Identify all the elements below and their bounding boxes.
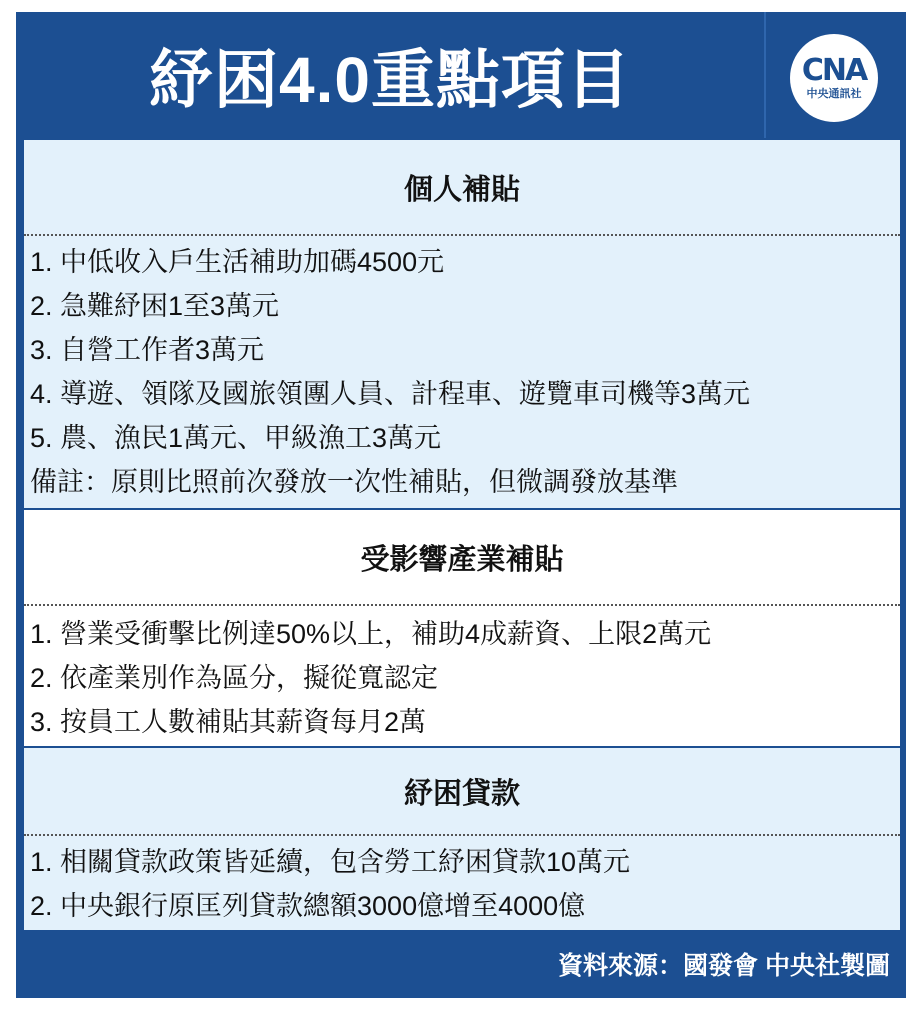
section-body-industry-subsidy	[24, 606, 900, 746]
list-item-note: 備註：原則比照前次發放一次性補貼，但微調發放基準	[30, 467, 678, 497]
section-heading-personal-subsidy: 個人補貼	[24, 140, 900, 236]
list-item: 4. 導遊、領隊及國旅領團人員、計程車、遊覽車司機等3萬元	[30, 379, 751, 409]
header-divider	[764, 12, 766, 138]
list-item: 2. 依產業別作為區分，擬從寬認定	[30, 663, 439, 693]
logo-mark: CNA	[801, 52, 867, 88]
list-item: 5. 農、漁民1萬元、甲級漁工3萬元	[30, 423, 442, 453]
list-item: 1. 營業受衝擊比例達50%以上，補助4成薪資、上限2萬元	[30, 619, 712, 649]
list-item: 2. 急難紓困1至3萬元	[30, 291, 280, 321]
header	[16, 12, 906, 138]
section-body-relief-loans	[24, 836, 900, 930]
section-heading-industry-subsidy: 受影響產業補貼	[24, 510, 900, 606]
source-footer: 資料來源：國發會 中央社製圖	[558, 952, 890, 980]
list-item: 3. 按員工人數補貼其薪資每月2萬	[30, 707, 427, 737]
cna-logo-icon	[790, 34, 878, 122]
list-item: 2. 中央銀行原匡列貸款總額3000億增至4000億	[30, 891, 586, 921]
logo-text: 中央通訊社	[806, 87, 862, 100]
page-title: 紓困4.0重點項目	[149, 44, 631, 116]
infographic-frame	[16, 12, 906, 998]
content-body	[24, 140, 900, 930]
list-item: 3. 自營工作者3萬元	[30, 335, 265, 365]
section-heading-relief-loans: 紓困貸款	[24, 748, 900, 836]
list-item: 1. 中低收入戶生活補助加碼4500元	[30, 247, 445, 277]
section-body-personal-subsidy	[24, 236, 900, 508]
list-item: 1. 相關貸款政策皆延續，包含勞工紓困貸款10萬元	[30, 847, 631, 877]
